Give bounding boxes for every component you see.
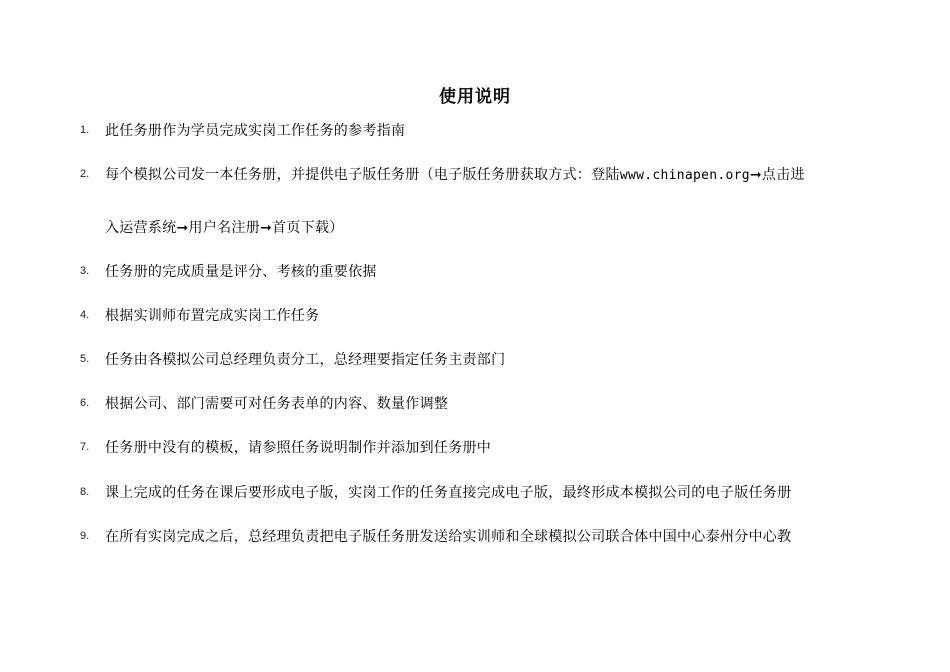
item-number: 2. xyxy=(80,168,90,180)
item-number: 5. xyxy=(80,353,90,365)
list-item-5 xyxy=(0,349,950,371)
item-number: 8. xyxy=(80,486,90,498)
item-text: 任务册的完成质量是评分、考核的重要依据 xyxy=(105,264,377,280)
item-number: 7. xyxy=(80,441,90,453)
item-2-continuation: 入运营系统➞用户名注册➞首页下载） xyxy=(105,220,344,236)
list-item-7 xyxy=(0,437,950,459)
item-number: 9. xyxy=(80,530,90,542)
item-text-after-url: ➞点击进 xyxy=(749,167,805,183)
item-text: 任务册中没有的模板，请参照任务说明制作并添加到任务册中 xyxy=(105,440,492,456)
item-number: 1. xyxy=(80,124,90,136)
list-item-8 xyxy=(0,482,950,504)
item-text xyxy=(105,164,805,184)
list-item-4 xyxy=(0,305,950,327)
item-number: 4. xyxy=(80,309,90,321)
item-text: 此任务册作为学员完成实岗工作任务的参考指南 xyxy=(105,123,406,139)
item-text: 课上完成的任务在课后要形成电子版，实岗工作的任务直接完成电子版，最终形成本模拟公司的电子版任务册 xyxy=(105,485,792,501)
item-number: 3. xyxy=(80,265,90,277)
list-item-9 xyxy=(0,526,950,548)
item-number: 6. xyxy=(80,397,90,409)
document-title: 使用说明 xyxy=(439,87,511,107)
item-text: 任务由各模拟公司总经理负责分工，总经理要指定任务主责部门 xyxy=(105,352,506,368)
list-item-2 xyxy=(0,164,950,186)
website-url: www.chinapen.org xyxy=(619,168,750,183)
list-item-1 xyxy=(0,120,950,142)
item-text: 根据公司、部门需要可对任务表单的内容、数量作调整 xyxy=(105,396,449,412)
item-text: 在所有实岗完成之后，总经理负责把电子版任务册发送给实训师和全球模拟公司联合体中国中心泰州分中心教 xyxy=(105,529,792,545)
item-text: 根据实训师布置完成实岗工作任务 xyxy=(105,308,320,324)
list-item-6 xyxy=(0,393,950,415)
list-item-3 xyxy=(0,261,950,283)
item-text-before-url: 每个模拟公司发一本任务册，并提供电子版任务册（电子版任务册获取方式：登陆 xyxy=(105,167,620,183)
